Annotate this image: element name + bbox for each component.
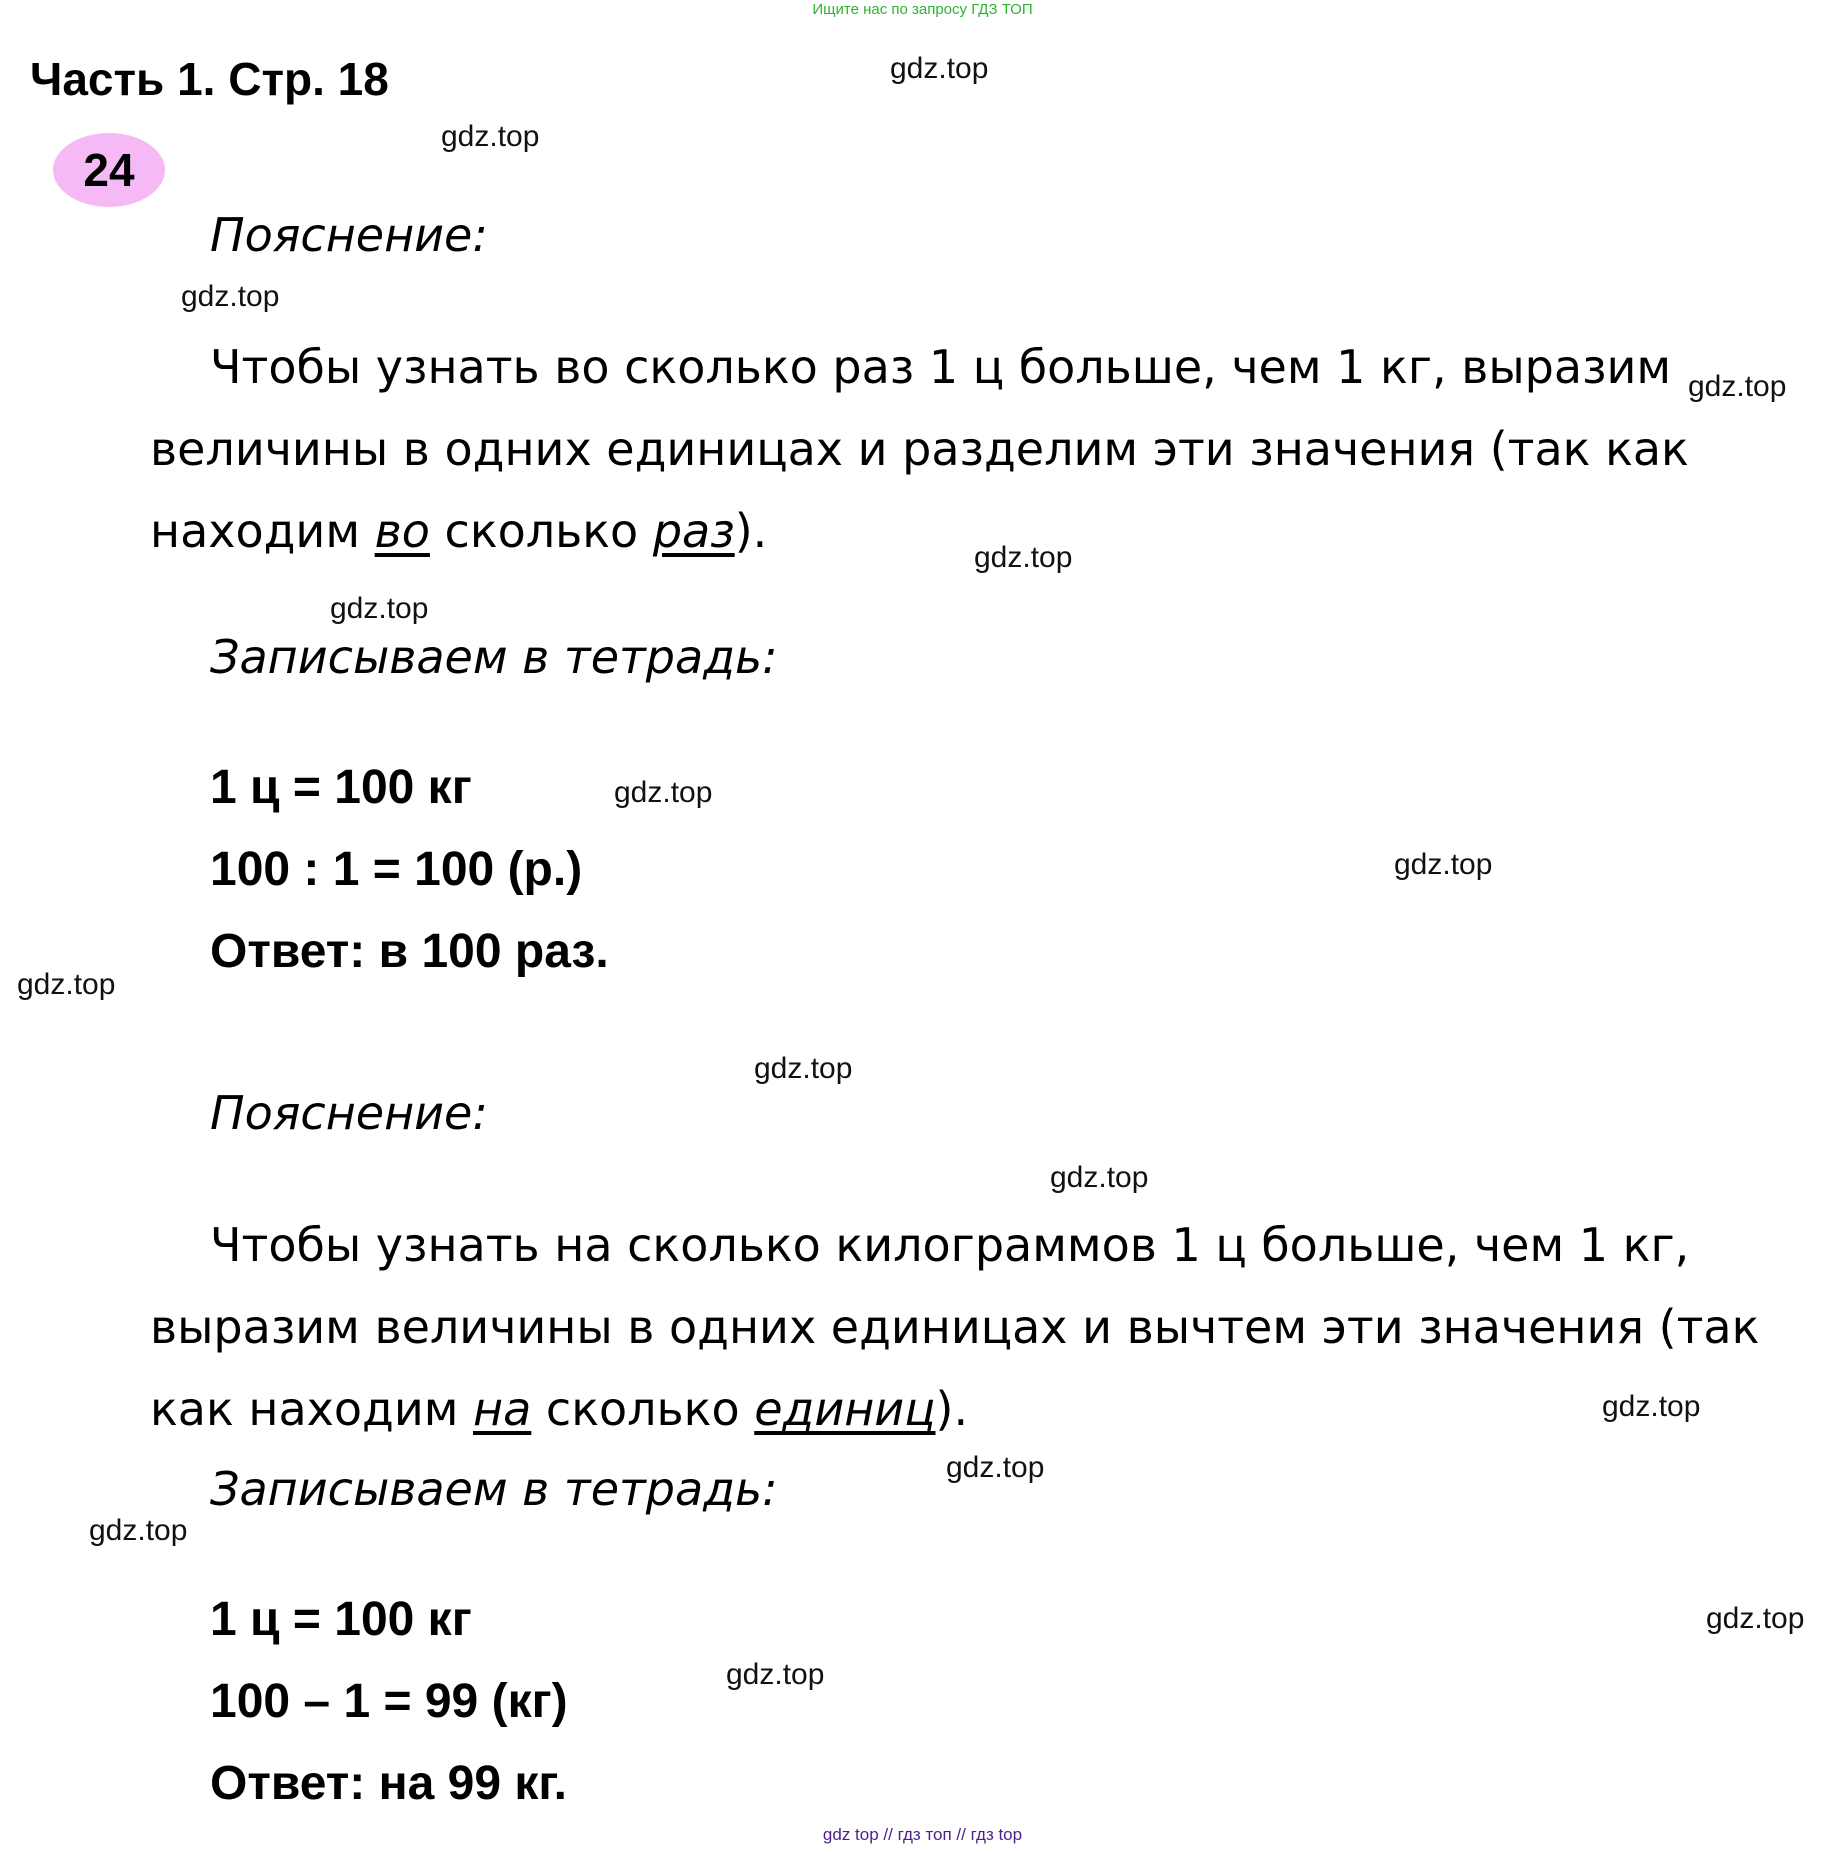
explanation-1-line-1: Чтобы узнать во сколько раз 1 ц больше, чем 1 кг, выразим xyxy=(210,340,1672,394)
top-banner: Ищите нас по запросу ГДЗ ТОП xyxy=(812,1,1033,18)
watermark: gdz.top xyxy=(1706,1602,1805,1635)
explanation-2-line-2: выразим величины в одних единицах и вычтем эти значения (так xyxy=(150,1300,1760,1354)
watermark: gdz.top xyxy=(1050,1161,1149,1194)
watermark: gdz.top xyxy=(441,120,540,153)
watermark: gdz.top xyxy=(946,1451,1045,1484)
explanation-1-line-3: находим во сколько раз). xyxy=(150,504,768,558)
equation-1-2: 100 : 1 = 100 (р.) xyxy=(210,843,583,896)
answer-1: Ответ: в 100 раз. xyxy=(210,925,609,978)
page-title: Часть 1. Стр. 18 xyxy=(30,53,389,105)
watermark: gdz.top xyxy=(330,592,429,625)
watermark: gdz.top xyxy=(1602,1390,1701,1423)
watermark: gdz.top xyxy=(974,541,1073,574)
equation-1-1: 1 ц = 100 кг xyxy=(210,761,472,814)
explanation-1-line-2: величины в одних единицах и разделим эти значения (так как xyxy=(150,422,1689,476)
equation-2-2: 100 – 1 = 99 (кг) xyxy=(210,1675,568,1728)
underlined-word-edinits: единиц xyxy=(754,1382,936,1436)
answer-2: Ответ: на 99 кг. xyxy=(210,1757,567,1810)
notebook-heading-1: Записываем в тетрадь: xyxy=(210,630,778,684)
watermark: gdz.top xyxy=(17,968,116,1001)
watermark: gdz.top xyxy=(1394,848,1493,881)
underlined-word-na: на xyxy=(473,1382,532,1436)
equation-2-1: 1 ц = 100 кг xyxy=(210,1593,472,1646)
explanation-heading-2: Пояснение: xyxy=(210,1086,488,1140)
watermark: gdz.top xyxy=(890,52,989,85)
watermark: gdz.top xyxy=(1688,370,1787,403)
notebook-heading-2: Записываем в тетрадь: xyxy=(210,1462,778,1516)
watermark: gdz.top xyxy=(181,280,280,313)
explanation-heading-1: Пояснение: xyxy=(210,208,488,262)
footer: gdz top // гдз топ // гдз top xyxy=(822,1825,1023,1844)
watermark: gdz.top xyxy=(726,1658,825,1691)
explanation-2-line-3: как находим на сколько единиц). xyxy=(150,1382,969,1436)
underlined-word-vo: во xyxy=(374,504,430,558)
task-number: 24 xyxy=(83,144,135,196)
watermark: gdz.top xyxy=(614,776,713,809)
watermark: gdz.top xyxy=(754,1052,853,1085)
explanation-2-line-1: Чтобы узнать на сколько килограммов 1 ц больше, чем 1 кг, xyxy=(210,1218,1690,1272)
underlined-word-raz: раз xyxy=(652,504,735,558)
watermark: gdz.top xyxy=(89,1514,188,1547)
